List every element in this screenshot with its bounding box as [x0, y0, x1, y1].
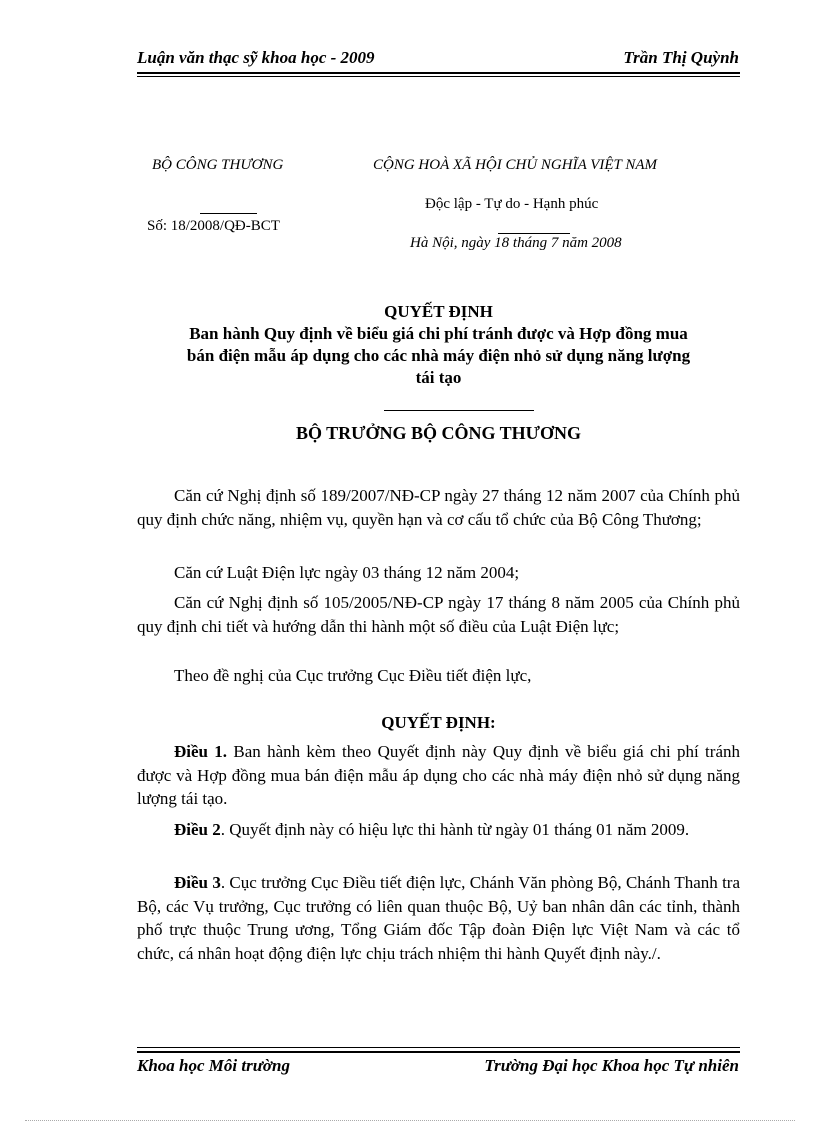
article-2	[137, 818, 740, 842]
article-1-label: Điều 1.	[174, 742, 228, 761]
document-number: Số: 18/2008/QĐ-BCT	[147, 218, 280, 234]
header-rule	[137, 72, 740, 74]
footer-rule-thin	[137, 1047, 740, 1048]
footer-left: Khoa học Môi trường	[137, 1056, 290, 1075]
preamble-paragraph-2: Căn cứ Luật Điện lực ngày 03 tháng 12 năm 2004;	[174, 563, 520, 582]
preamble-paragraph-3: Căn cứ Nghị định số 105/2005/NĐ-CP ngày 17 tháng 8 năm 2005 của Chính phủ quy định chi tiết và hướng dẫn thi hành một số điều của Luật Điện lực;	[137, 593, 740, 636]
preamble-paragraph-4: Theo đề nghị của Cục trưởng Cục Điều tiết điện lực,	[174, 666, 532, 685]
authority-heading: BỘ TRƯỞNG BỘ CÔNG THƯƠNG	[295, 423, 582, 443]
footer-right: Trường Đại học Khoa học Tự nhiên	[484, 1056, 739, 1075]
decision-subtitle	[137, 323, 740, 389]
preamble-paragraph-1: Căn cứ Nghị định số 189/2007/NĐ-CP ngày 27 tháng 12 năm 2007 của Chính phủ quy định chức năng, nhiệm vụ, quyền hạn và cơ cấu tổ chức của Bộ Công Thương;	[137, 486, 740, 529]
motto-rule	[498, 233, 570, 234]
article-2-text: . Quyết định này có hiệu lực thi hành từ ngày 01 tháng 01 năm 2009.	[220, 820, 690, 839]
ministry-name: BỘ CÔNG THƯƠNG	[152, 157, 284, 173]
article-3-text: . Cục trưởng Cục Điều tiết điện lực, Chánh Văn phòng Bộ, Chánh Thanh tra Bộ, các Vụ trưởng, Cục trưởng có liên quan thuộc Bộ, Uỷ ban nhân dân các tỉnh, thành phố trực thuộc Trung ương, Tổng Giám đốc Tập đoàn Điện lực Việt Nam và các tổ chức, cá nhân hoạt động điện lực chịu trách nhiệm thi hành Quyết định này./.	[137, 873, 741, 963]
subtitle-line-1: Ban hành Quy định về biểu giá chi phí tránh được và Hợp đồng mua	[189, 324, 688, 343]
header-right: Trần Thị Quỳnh	[623, 48, 739, 67]
article-2-label: Điều 2	[174, 820, 221, 839]
page-edge-dots	[25, 1120, 795, 1121]
motto: Độc lập - Tự do - Hạnh phúc	[425, 196, 599, 212]
subtitle-line-3: tái tạo	[415, 368, 462, 387]
ministry-rule	[200, 213, 257, 214]
article-1-text: Ban hành kèm theo Quyết định này Quy định về biểu giá chi phí tránh được và Hợp đồng mua bán điện mẫu áp dụng cho các nhà máy điện nhỏ sử dụng năng lượng tái tạo.	[137, 742, 740, 808]
place-date: Hà Nội, ngày 18 tháng 7 năm 2008	[410, 235, 622, 251]
article-1	[137, 740, 740, 811]
article-3	[137, 871, 740, 965]
article-3-label: Điều 3	[174, 873, 221, 892]
subtitle-line-2: bán điện mẫu áp dụng cho các nhà máy điện nhỏ sử dụng năng lượng	[186, 346, 691, 365]
decision-title: QUYẾT ĐỊNH	[384, 302, 493, 321]
header-left: Luận văn thạc sỹ khoa học - 2009	[137, 48, 375, 67]
republic-name: CỘNG HOÀ XÃ HỘI CHỦ NGHĨA VIỆT NAM	[373, 157, 658, 173]
header-rule-thin	[137, 76, 740, 77]
footer-rule	[137, 1051, 740, 1053]
decision-heading: QUYẾT ĐỊNH:	[381, 713, 496, 732]
title-rule	[384, 410, 534, 411]
